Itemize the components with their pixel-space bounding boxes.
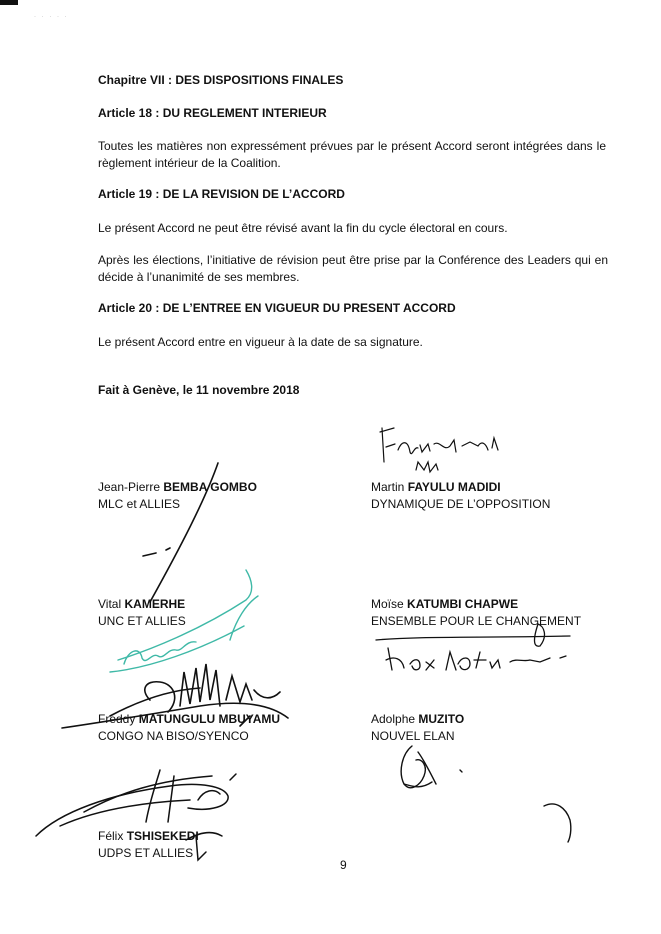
signatory-name xyxy=(371,479,501,496)
signatory-name xyxy=(98,828,199,845)
signatory-last-name: FAYULU MADIDI xyxy=(407,480,501,494)
signatory-name xyxy=(371,711,464,728)
signatory-last-name: MUZITO xyxy=(418,712,465,726)
signatory-name xyxy=(98,711,280,728)
article-20-title: Article 20 : DE L’ENTREE EN VIGUEUR DU PRESENT ACCORD xyxy=(98,301,456,315)
signatory-party: ENSEMBLE POUR LE CHANGEMENT xyxy=(371,614,582,628)
article-20-paragraph: Le présent Accord entre en vigueur à la date de sa signature. xyxy=(98,335,423,349)
signatory-last-name: KATUMBI CHAPWE xyxy=(407,597,519,611)
signatory-party: DYNAMIQUE DE L’OPPOSITION xyxy=(371,497,551,511)
scan-corner-mark xyxy=(0,0,18,5)
article-19-paragraph-2: Après les élections, l’initiative de révision peut être prise par la Conférence des Leaders qui en décide à l’unanimité de ses membres. xyxy=(98,253,608,284)
article-19-paragraph-1: Le présent Accord ne peut être révisé avant la fin du cycle électoral en cours. xyxy=(98,221,508,235)
signatory-party: MLC et ALLIES xyxy=(98,497,181,511)
page-number: 9 xyxy=(340,858,347,872)
signatory-last-name: KAMERHE xyxy=(124,597,186,611)
signatory-first-name: Félix xyxy=(98,829,124,843)
signatory-last-name: MATUNGULU MBUYAMU xyxy=(138,712,281,726)
signatory-name xyxy=(98,479,257,496)
signatory-first-name: Moïse xyxy=(371,597,404,611)
article-18-paragraph: Toutes les matières non expressément prévues par le présent Accord seront intégrées dans le règlement intérieur de la Coalition. xyxy=(98,139,606,170)
signatory-party: UNC ET ALLIES xyxy=(98,614,186,628)
scan-noise: · · · · · xyxy=(34,14,69,20)
signatory-first-name: Jean-Pierre xyxy=(98,480,161,494)
signatory-name xyxy=(371,596,518,613)
signatory-last-name: TSHISEKEDI xyxy=(126,829,199,843)
signatory-first-name: Freddy xyxy=(98,712,136,726)
fayulu-signature xyxy=(380,428,498,472)
signatory-first-name: Adolphe xyxy=(371,712,416,726)
signatory-first-name: Martin xyxy=(371,480,405,494)
chapter-title: Chapitre VII : DES DISPOSITIONS FINALES xyxy=(98,73,344,87)
signatory-first-name: Vital xyxy=(98,597,122,611)
signatory-name xyxy=(98,596,185,613)
muzito-signature xyxy=(401,746,571,842)
article-19-title: Article 19 : DE LA REVISION DE L’ACCORD xyxy=(98,187,345,201)
signed-place-date: Fait à Genève, le 11 novembre 2018 xyxy=(98,383,300,397)
signatory-last-name: BEMBA GOMBO xyxy=(163,480,257,494)
signatory-party: CONGO NA BISO/SYENCO xyxy=(98,729,249,743)
signatory-party: UDPS ET ALLIES xyxy=(98,846,194,860)
article-18-title: Article 18 : DU REGLEMENT INTERIEUR xyxy=(98,106,327,120)
katumbi-signature xyxy=(376,624,570,670)
signatory-party: NOUVEL ELAN xyxy=(371,729,455,743)
